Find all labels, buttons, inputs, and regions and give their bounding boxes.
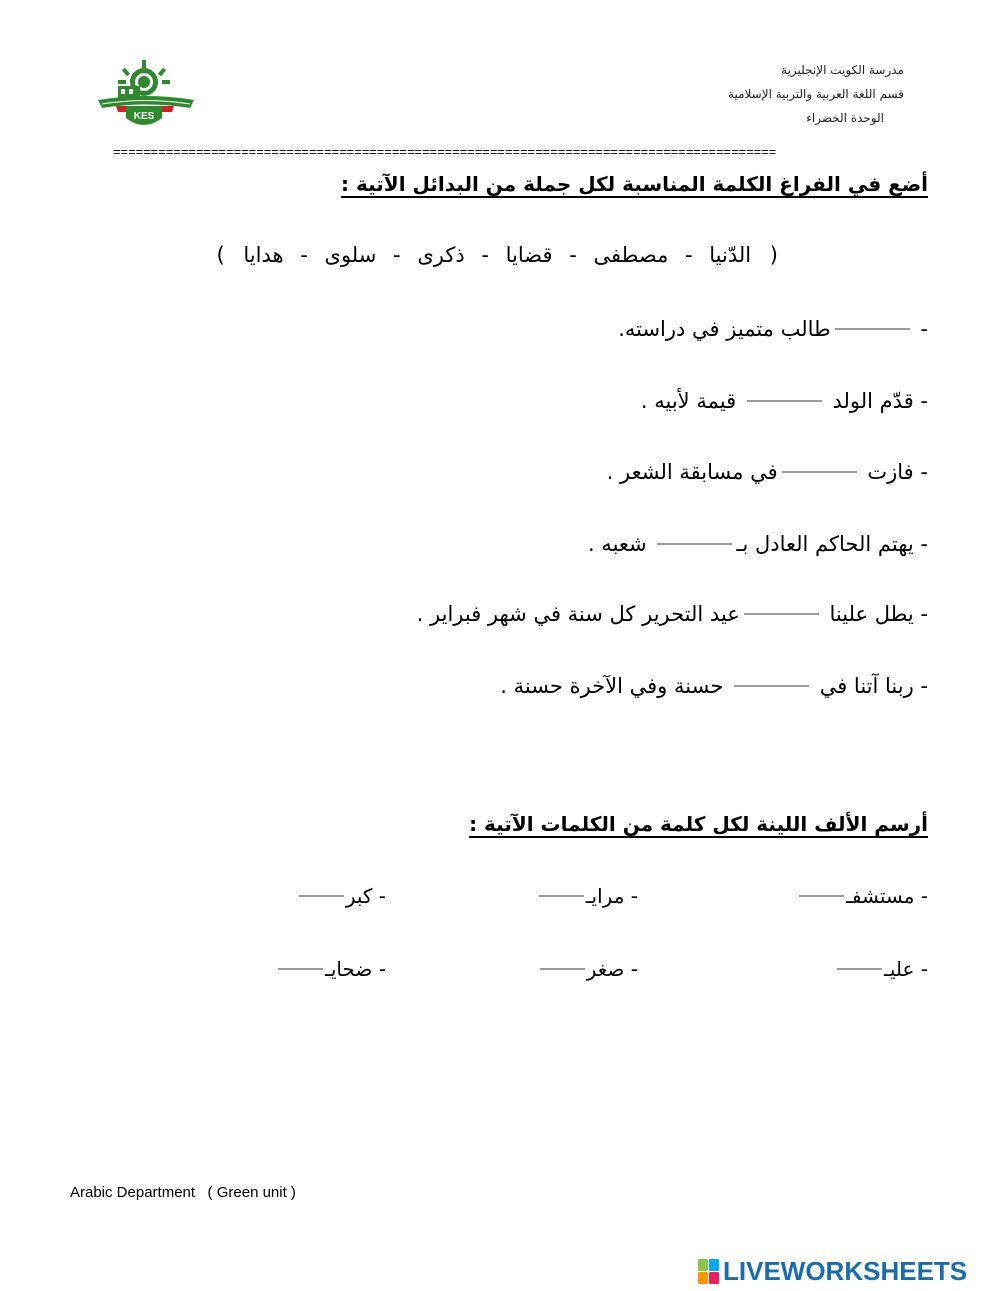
word-bank-dash: - [481, 243, 489, 267]
question-6: - ربنا آتنا في حسنة وفي الآخرة حسنة . [500, 674, 928, 698]
word-bank-word: هدايا [243, 243, 284, 267]
question-3: - فازت في مسابقة الشعر . [606, 460, 928, 484]
liveworksheets-logo-icon [698, 1259, 719, 1284]
answer-blank-4[interactable] [657, 543, 732, 545]
alif-blank[interactable] [799, 895, 844, 897]
school-name: مدرسة الكويت الإنجليزية [781, 63, 904, 77]
answer-blank-2[interactable] [747, 400, 822, 402]
question-5: - يطل علينا عيد التحرير كل سنة في شهر فبراير . [416, 602, 928, 626]
word-bank-open: ( [769, 243, 778, 267]
alif-item: - مستشفـ [797, 881, 928, 911]
separator-line: ======================================================================================== [113, 146, 777, 160]
liveworksheets-brand[interactable] [698, 1256, 967, 1286]
word-bank-close: ) [216, 243, 225, 267]
word-bank-dash: - [300, 243, 308, 267]
school-logo [96, 56, 196, 132]
section2-title: أرسم الألف اللينة لكل كلمة من الكلمات الآتية : [469, 812, 928, 836]
alif-item: - ضحايـ [276, 954, 386, 984]
footer-text: Arabic Department ( Green unit ) [70, 1184, 296, 1201]
word-bank-word: سلوى [324, 243, 377, 267]
answer-blank-1[interactable] [835, 328, 910, 330]
school-crest-icon [96, 56, 196, 132]
answer-blank-6[interactable] [734, 685, 809, 687]
question-1: - طالب متميز في دراسته. [618, 317, 928, 341]
unit-name: الوحدة الخضراء [806, 111, 884, 125]
alif-blank[interactable] [837, 968, 882, 970]
question-2: - قدّم الولد قيمة لأبيه . [640, 389, 928, 413]
alif-item: - عليـ [835, 954, 928, 984]
word-bank-dash: - [393, 243, 401, 267]
answer-blank-3[interactable] [782, 471, 857, 473]
school-header [644, 58, 904, 130]
word-bank-dash: - [569, 243, 577, 267]
word-bank-word: قضايا [505, 243, 553, 267]
department-name: قسم اللغة العربية والتربية الإسلامية [728, 87, 904, 101]
section1-title: أضع في الفراغ الكلمة المناسبة لكل جملة من البدائل الآتية : [341, 172, 928, 196]
alif-blank[interactable] [278, 968, 323, 970]
alif-blank[interactable] [540, 968, 585, 970]
alif-item: - كبر [297, 881, 386, 911]
alif-item: - مرايـ [537, 881, 638, 911]
alif-blank[interactable] [539, 895, 584, 897]
question-4: - يهتم الحاكم العادل بـ شعبه . [587, 532, 928, 556]
word-bank [210, 243, 790, 267]
word-bank-word: ذكرى [417, 243, 465, 267]
word-bank-dash: - [685, 243, 693, 267]
word-bank-word: الدّنيا [709, 243, 752, 267]
word-bank-word: مصطفى [593, 243, 669, 267]
liveworksheets-wordmark: LIVEWORKSHEETS [723, 1255, 968, 1286]
alif-blank[interactable] [299, 895, 344, 897]
svg-text:KES: KES [133, 111, 155, 122]
alif-item: - صغر [538, 954, 638, 984]
answer-blank-5[interactable] [744, 613, 819, 615]
